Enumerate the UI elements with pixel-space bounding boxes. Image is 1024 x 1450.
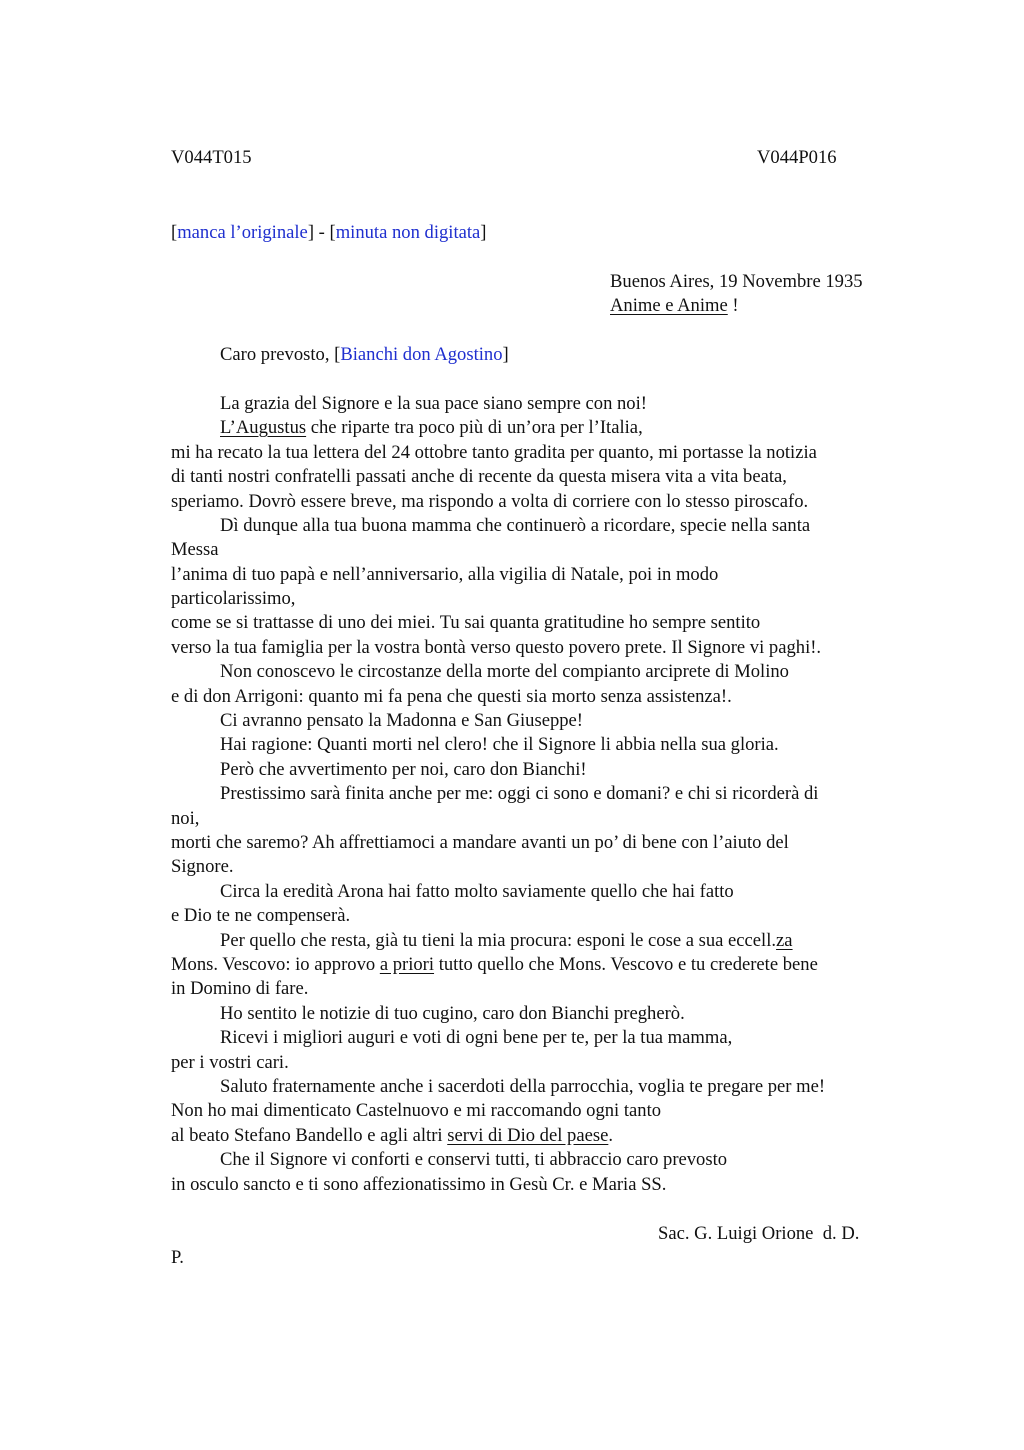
recipient-name: Bianchi don Agostino bbox=[340, 344, 503, 365]
motto bbox=[610, 294, 739, 318]
body-line: e Dio te ne compenserà. bbox=[171, 905, 351, 926]
body-line: verso la tua famiglia per la vostra bontà verso questo povero prete. Il Signore vi paghi!. bbox=[171, 637, 822, 658]
body-line: Messa bbox=[171, 539, 219, 560]
body-line bbox=[171, 953, 818, 977]
body-line: La grazia del Signore e la sua pace siano sempre con noi! bbox=[220, 393, 647, 414]
body-line-text: Per quello che resta, già tu tieni la mia procura: esponi le cose a sua eccell. bbox=[220, 930, 777, 951]
body-line: speriamo. Dovrò essere breve, ma rispondo a volta di corriere con lo stesso piroscafo. bbox=[171, 491, 809, 512]
body-line-text: Mons. Vescovo: io approvo bbox=[171, 954, 380, 975]
body-line: Ricevi i migliori auguri e voti di ogni bene per te, per la tua mamma, bbox=[220, 1027, 733, 1048]
document-code-right: V044P016 bbox=[757, 147, 837, 168]
body-line: Non ho mai dimenticato Castelnuovo e mi raccomando ogni tanto bbox=[171, 1100, 662, 1121]
document-code-left: V044T015 bbox=[171, 147, 252, 168]
ship-name: L’Augustus bbox=[220, 417, 307, 438]
body-line: l’anima di tuo papà e nell’anniversario, alla vigilia di Natale, poi in modo bbox=[171, 564, 719, 585]
abbreviation-superscript: za bbox=[776, 930, 793, 951]
salutation bbox=[220, 343, 509, 367]
body-line: di tanti nostri confratelli passati anche di recente da questa misera vita a vita beata, bbox=[171, 466, 787, 487]
body-line: Però che avvertimento per noi, caro don Bianchi! bbox=[220, 759, 587, 780]
body-line-text: tutto quello che Mons. Vescovo e tu crederete bene bbox=[434, 954, 818, 975]
body-line: Ci avranno pensato la Madonna e San Giuseppe! bbox=[220, 710, 583, 731]
motto-end: ! bbox=[727, 295, 739, 316]
body-line: Dì dunque alla tua buona mamma che continuerò a ricordare, specie nella santa bbox=[220, 515, 811, 536]
salutation-suffix: ] bbox=[502, 344, 509, 365]
signature: Sac. G. Luigi Orione d. D. bbox=[658, 1223, 860, 1244]
body-line: Che il Signore vi conforti e conservi tutti, ti abbraccio caro prevosto bbox=[220, 1149, 728, 1170]
body-line bbox=[220, 416, 643, 440]
body-line: come se si trattasse di uno dei miei. Tu sai quanta gratitudine ho sempre sentito bbox=[171, 612, 761, 633]
body-line: Saluto fraternamente anche i sacerdoti della parrocchia, voglia te pregare per me! bbox=[220, 1076, 826, 1097]
bracket-open: [ bbox=[171, 222, 178, 243]
editorial-notes bbox=[171, 221, 487, 245]
note-draft-not-digitized: minuta non digitata bbox=[335, 222, 481, 243]
postscript-mark: P. bbox=[171, 1247, 184, 1268]
underlined-phrase: a priori bbox=[379, 954, 435, 975]
body-line: in Domino di fare. bbox=[171, 978, 309, 999]
body-line: Prestissimo sarà finita anche per me: oggi ci sono e domani? e chi si ricorderà di bbox=[220, 783, 819, 804]
body-line: Signore. bbox=[171, 856, 234, 877]
body-line: Hai ragione: Quanti morti nel clero! che il Signore li abbia nella sua gloria. bbox=[220, 734, 779, 755]
note-missing-original: manca l’originale bbox=[177, 222, 308, 243]
salutation-prefix: Caro prevosto, [ bbox=[220, 344, 341, 365]
bracket-close: ] bbox=[480, 222, 487, 243]
body-line-text: che riparte tra poco più di un’ora per l’Italia, bbox=[306, 417, 643, 438]
motto-text: Anime e Anime bbox=[610, 295, 728, 316]
place-date: Buenos Aires, 19 Novembre 1935 bbox=[610, 271, 863, 292]
body-line: per i vostri cari. bbox=[171, 1052, 289, 1073]
body-line: Circa la eredità Arona hai fatto molto saviamente quello che hai fatto bbox=[220, 881, 734, 902]
body-line: particolarissimo, bbox=[171, 588, 296, 609]
body-line-text: . bbox=[608, 1125, 613, 1146]
body-line: noi, bbox=[171, 808, 200, 829]
body-line: mi ha recato la tua lettera del 24 ottobre tanto gradita per quanto, mi portasse la notizia bbox=[171, 442, 817, 463]
body-line: Non conoscevo le circostanze della morte del compianto arciprete di Molino bbox=[220, 661, 789, 682]
body-line: in osculo sancto e ti sono affezionatissimo in Gesù Cr. e Maria SS. bbox=[171, 1174, 667, 1195]
underlined-phrase: servi di Dio del paese bbox=[447, 1125, 609, 1146]
body-line: Ho sentito le notizie di tuo cugino, caro don Bianchi pregherò. bbox=[220, 1003, 685, 1024]
note-separator: ] - [ bbox=[307, 222, 336, 243]
body-line: e di don Arrigoni: quanto mi fa pena che questi sia morto senza assistenza!. bbox=[171, 686, 732, 707]
body-line-text: al beato Stefano Bandello e agli altri bbox=[171, 1125, 448, 1146]
body-line bbox=[220, 929, 793, 953]
body-line bbox=[171, 1124, 613, 1148]
body-line: morti che saremo? Ah affrettiamoci a mandare avanti un po’ di bene con l’aiuto del bbox=[171, 832, 789, 853]
